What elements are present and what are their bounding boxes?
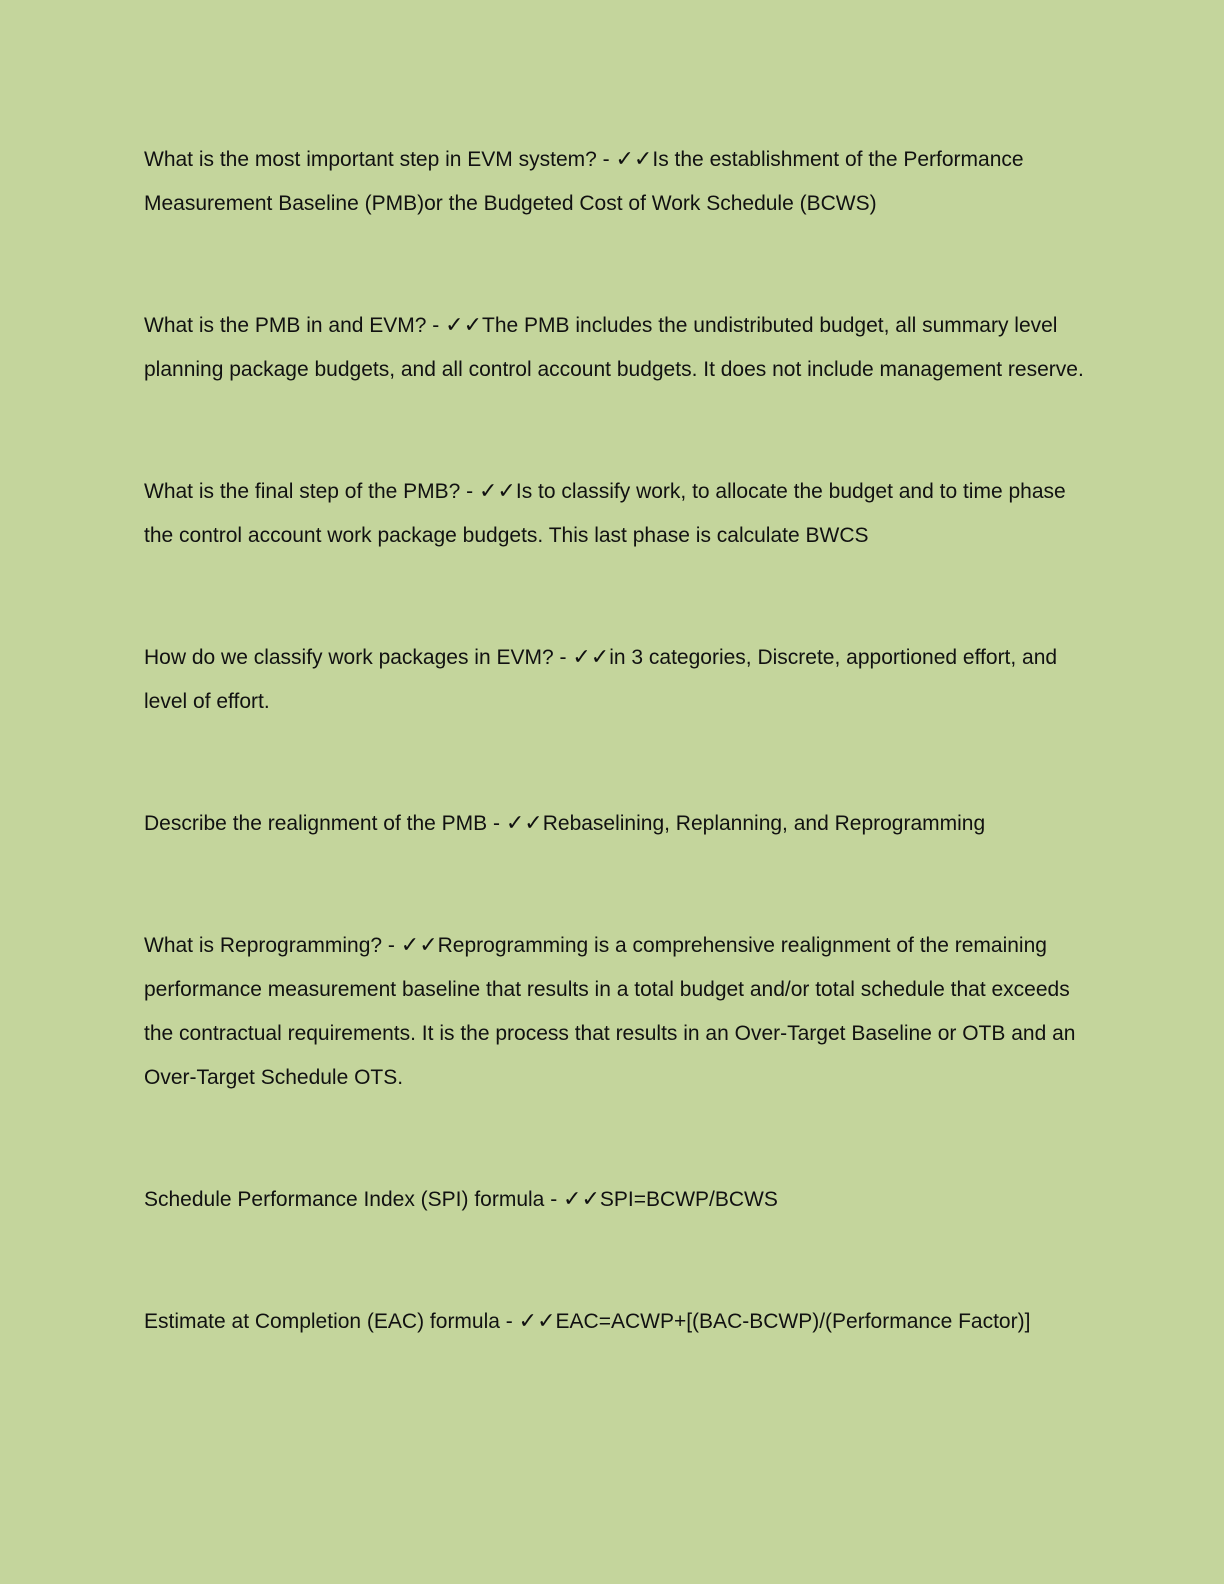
- qa-item-4: [144, 636, 1084, 724]
- question-text: What is Reprogramming?: [144, 934, 383, 957]
- spacer: [144, 226, 1084, 304]
- answer-text: EAC=ACWP+[(BAC-BCWP)/(Performance Factor)]: [555, 1310, 1031, 1333]
- qa-item-6: [144, 924, 1084, 1100]
- separator: -: [596, 148, 616, 171]
- answer-text: Is to classify work, to allocate the budget and to time phase the control account work package budgets. This last phase is calculate BWCS: [144, 480, 1066, 547]
- answer-text: in 3 categories, Discrete, apportioned effort, and level of effort.: [144, 646, 1058, 713]
- qa-item-3: [144, 470, 1084, 558]
- answer-text: The PMB includes the undistributed budget, all summary level planning package budgets, and all control account budgets. It does not include management reserve.: [144, 314, 1084, 381]
- separator: -: [460, 480, 479, 503]
- question-text: Estimate at Completion (EAC) formula: [144, 1310, 500, 1333]
- spacer: [144, 1222, 1084, 1300]
- separator: -: [426, 314, 446, 337]
- answer-text: Rebaselining, Replanning, and Reprogramming: [542, 812, 986, 835]
- separator: -: [544, 1188, 564, 1211]
- question-text: Schedule Performance Index (SPI) formula: [144, 1188, 545, 1211]
- double-check-icon: ✓✓: [505, 811, 543, 836]
- double-check-icon: ✓✓: [615, 147, 653, 172]
- qa-item-8: [144, 1300, 1084, 1344]
- separator: -: [553, 646, 573, 669]
- spacer: [144, 724, 1084, 802]
- spacer: [144, 558, 1084, 636]
- spacer: [144, 846, 1084, 924]
- separator: -: [487, 812, 506, 835]
- answer-text: Is the establishment of the Performance Measurement Baseline (PMB)or the Budgeted Cost of Work Schedule (BCWS): [144, 148, 1024, 215]
- double-check-icon: ✓✓: [479, 479, 516, 504]
- question-text: What is the PMB in and EVM?: [144, 314, 427, 337]
- double-check-icon: ✓✓: [445, 313, 483, 338]
- qa-item-7: [144, 1178, 1084, 1222]
- question-text: What is the most important step in EVM system?: [144, 148, 597, 171]
- separator: -: [382, 934, 401, 957]
- spacer: [144, 1100, 1084, 1178]
- double-check-icon: ✓✓: [563, 1187, 600, 1212]
- double-check-icon: ✓✓: [518, 1309, 556, 1334]
- qa-item-1: [144, 138, 1084, 226]
- qa-item-2: [144, 304, 1084, 392]
- question-text: What is the final step of the PMB?: [144, 480, 461, 503]
- double-check-icon: ✓✓: [400, 933, 438, 958]
- answer-text: Reprogramming is a comprehensive realignment of the remaining performance measurement baseline that results in a total budget and/or total schedule that exceeds the contractual requirements. It is the process that results in an Over-Target Baseline or OTB and an Over-Target Schedule OTS.: [144, 934, 1076, 1089]
- separator: -: [499, 1310, 519, 1333]
- question-text: How do we classify work packages in EVM?: [144, 646, 554, 669]
- flashcard-list: [144, 138, 1084, 1344]
- spacer: [144, 392, 1084, 470]
- question-text: Describe the realignment of the PMB: [144, 812, 488, 835]
- double-check-icon: ✓✓: [572, 645, 610, 670]
- qa-item-5: [144, 802, 1084, 846]
- answer-text: SPI=BCWP/BCWS: [599, 1188, 778, 1211]
